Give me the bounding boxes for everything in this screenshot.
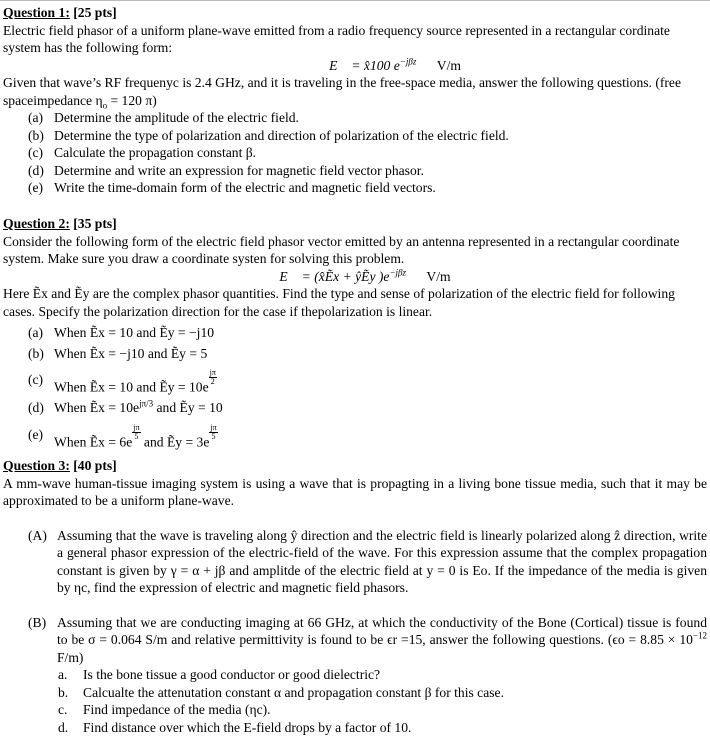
question-1-item-e: (e) Write the time-domain form of the electric and magnetic field vectors.	[28, 180, 436, 195]
exponent-fraction: $\frac{j\pi}{5}$	[210, 422, 217, 441]
question-1-item-d: (d) Determine and write an expression for magnetic field vector phasor.	[28, 162, 424, 178]
question-1-item-b: (b) Determine the type of polarization and direction of polarization of the electric field.	[28, 127, 509, 143]
question-3-subitem-d: d. Find distance over which the E-field drops by a factor of 10.	[58, 719, 412, 735]
question-1-given: Given that wave’s RF frequenyc is 2.4 GHz, and it is traveling in the free-space media, answer the following questions. (free spaceimpedance $\eta_o = 120$ π)	[3, 75, 681, 111]
exponent-fraction: $\frac{j\pi}{2}$	[209, 368, 216, 386]
question-3-subitem-a: a. Is the bone tissue a good conductor or good dielectric?	[58, 667, 381, 682]
question-2-item-c: (c) When Ẽx = 10 and Ẽy = 10e $\frac{j\pi}{2}$	[28, 368, 216, 395]
question-2-header	[3, 215, 707, 233]
question-1-equation: E⃗ = x̂100 $e^{-j\beta z}$ V/m	[329, 55, 461, 73]
question-2-intro: Consider the following form of the electric field phasor vector emitted by an antenna represented in a rectangular coordinate system. Make sure you draw a coordinate systen for solving this problem.	[3, 233, 680, 266]
question-3	[3, 457, 707, 736]
exponent-fraction: $\frac{j\pi}{5}$	[133, 422, 140, 441]
question-1-label: Question 1:	[3, 5, 70, 20]
question-1-header	[3, 4, 707, 22]
question-1-points: [25 pts]	[73, 5, 117, 20]
question-2	[3, 215, 707, 451]
top-rule	[0, 0, 710, 1]
question-2-item-d: (d) When Ẽx = $10e^{j\pi/3}$ and Ẽy = 10	[28, 398, 223, 416]
question-3-part-b: (B) Assuming that we are conducting imaging at 66 GHz, at which the conductivity of the Bone (Cortical) tissue is found to be σ = 0.064 S/m and relative permittivity is found to be ϵr =15, answer the following questions. ($\epsilon o = 8.85 \times 10^{-12}$ F/m)	[28, 614, 707, 665]
question-1	[3, 4, 707, 197]
question-3-part-a: (A) Assuming that the wave is traveling along ŷ direction and the electric field is linearly polarized along ẑ direction, write a general phasor expression of the electric-field of the wave. For this expression assume that the complex propagation constant is given by γ = α + jβ and amplitde of the electric field at y = 0 is Eo. If the impedance of the media is given by ηc, find the expression of electric and magnetic field phasors.	[28, 527, 707, 595]
question-3-intro: A mm-wave human-tissue imaging system is using a wave that is propagting in a living bone tissue media, such that it may be approximated to be a uniform plane-wave.	[3, 475, 707, 508]
question-3-subitem-c: c. Find impedance of the media (ηc).	[58, 702, 271, 717]
question-2-points: [35 pts]	[73, 216, 117, 231]
question-2-paragraph: Here Ẽx and Ẽy are the complex phasor quantities. Find the type and sense of polarization of the electric field for following cases. Specify the polarization direction for the case if thepolarization is linear.	[3, 286, 675, 319]
question-2-item-b: (b) When Ẽx = −j10 and Ẽy = 5	[28, 345, 208, 361]
question-3-label: Question 3:	[3, 458, 70, 473]
question-2-item-e: (e) When Ẽx = 6e $\frac{j\pi}{5}$ and Ẽy = 3e $\frac{j\pi}{5}$	[28, 422, 217, 450]
question-3-header	[3, 457, 707, 475]
question-3-subitem-b: b. Calcualte the attenutation constant α and propagation constant β for this case.	[58, 684, 504, 700]
question-2-equation: E⃗ = (x̂Ẽx + ŷẼy )$e^{-j\beta z}$ V/m	[279, 266, 451, 284]
question-1-item-c: (c) Calculate the propagation constant β.	[28, 145, 257, 160]
question-3-points: [40 pts]	[73, 458, 117, 473]
question-1-intro: Electric field phasor of a uniform plane-wave emitted from a radio frequency source represented in a rectangular cordinate system has the following form:	[3, 22, 670, 55]
question-2-label: Question 2:	[3, 216, 70, 231]
question-2-item-a: (a) When Ẽx = 10 and Ẽy = −j10	[28, 325, 215, 340]
question-1-item-a: (a) Determine the amplitude of the electric field.	[28, 110, 299, 125]
